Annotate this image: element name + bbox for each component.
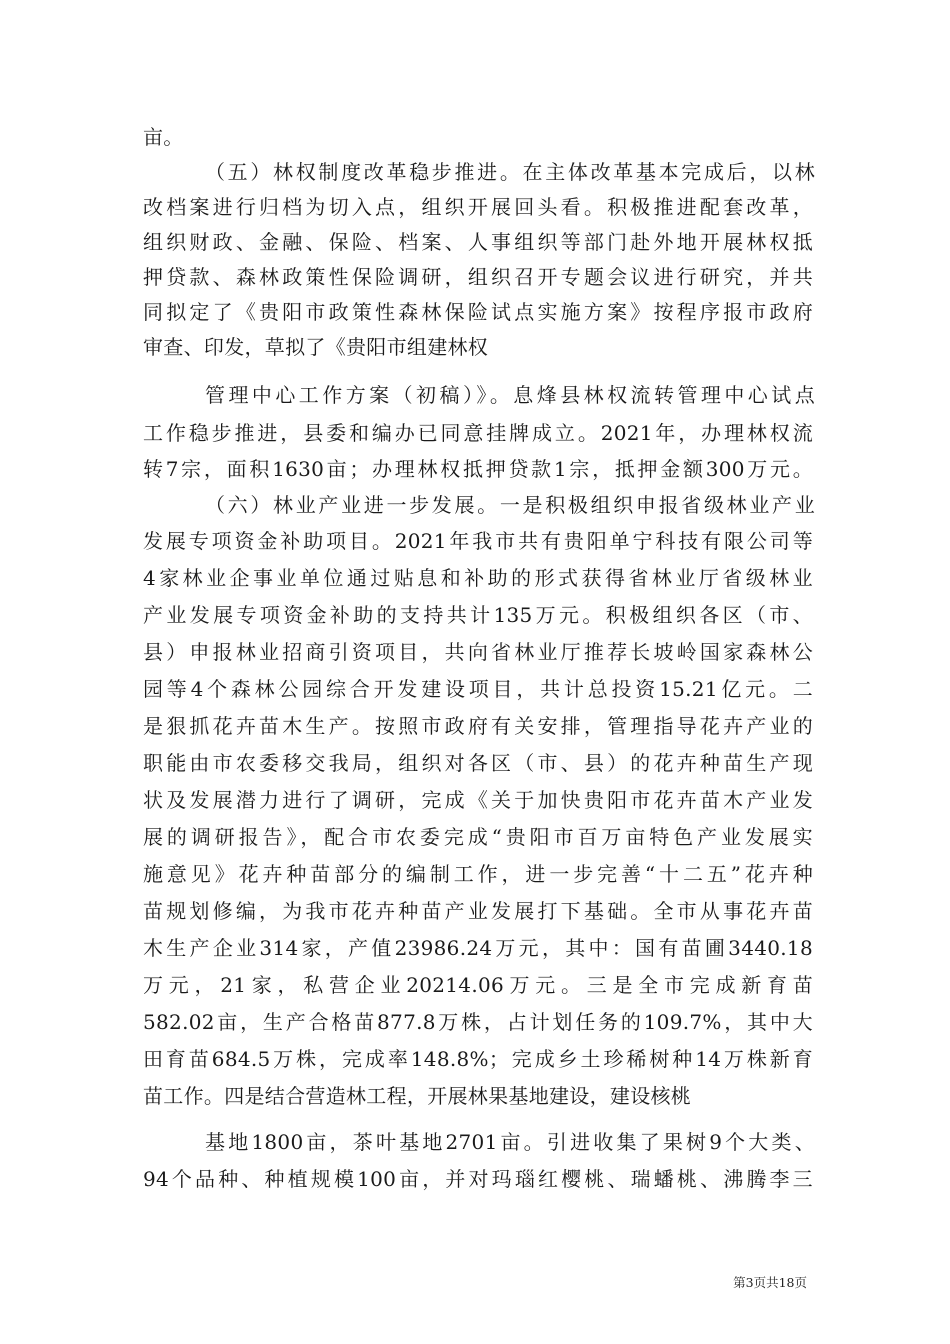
text-line: 管理中心工作方案（初稿）》。息烽县林权流转管理中心试点: [205, 383, 815, 407]
text-line: 田育苗684.5万株，完成率148.8%；完成乡土珍稀树种14万株新育: [143, 1047, 813, 1071]
text-line: 状及发展潜力进行了调研，完成《关于加快贵阳市花卉苗木产业发: [143, 788, 813, 812]
text-line: 苗工作。四是结合营造林工程，开展林果基地建设，建设核桃: [143, 1084, 692, 1108]
text-line: （五）林权制度改革稳步推进。在主体改革基本完成后，以林: [205, 160, 815, 184]
text-line: 职能由市农委移交我局，组织对各区（市、县）的花卉种苗生产现: [143, 751, 813, 775]
text-line: 4家林业企事业单位通过贴息和补助的形式获得省林业厅省级林业: [143, 566, 813, 590]
text-line: 木生产企业314家，产值23986.24万元，其中：国有苗圃3440.18: [143, 936, 813, 960]
text-line: 转7宗，面积1630亩；办理林权抵押贷款1宗，抵押金额300万元。: [143, 457, 813, 481]
text-line: 组织财政、金融、保险、档案、人事组织等部门赴外地开展林权抵: [143, 230, 813, 254]
text-line: 苗规划修编，为我市花卉种苗产业发展打下基础。全市从事花卉苗: [143, 899, 813, 923]
text-line: 展的调研报告》，配合市农委完成“贵阳市百万亩特色产业发展实: [143, 825, 813, 849]
text-line: （六）林业产业进一步发展。一是积极组织申报省级林业产业: [205, 493, 815, 517]
text-line: 同拟定了《贵阳市政策性森林保险试点实施方案》按程序报市政府: [143, 300, 813, 324]
text-line: 产业发展专项资金补助的支持共计135万元。积极组织各区（市、: [143, 603, 813, 627]
text-line: 是狠抓花卉苗木生产。按照市政府有关安排，管理指导花卉产业的: [143, 714, 813, 738]
text-line: 亩。: [143, 125, 184, 149]
text-line: 工作稳步推进，县委和编办已同意挂牌成立。2021年，办理林权流: [143, 421, 813, 445]
text-line: 审查、印发，草拟了《贵阳市组建林权: [143, 335, 489, 359]
text-line: 县）申报林业招商引资项目，共向省林业厅推荐长坡岭国家森林公: [143, 640, 813, 664]
text-line: 施意见》花卉种苗部分的编制工作，进一步完善“十二五”花卉种: [143, 862, 813, 886]
text-line: 基地1800亩，茶叶基地2701亩。引进收集了果树9个大类、: [205, 1130, 815, 1154]
text-line: 改档案进行归档为切入点，组织开展回头看。积极推进配套改革，: [143, 195, 813, 219]
page-number: 第3页共18页: [733, 1275, 807, 1290]
text-line: 582.02亩，生产合格苗877.8万株，占计划任务的109.7%，其中大: [143, 1010, 813, 1034]
text-line: 万元，21家，私营企业20214.06万元。三是全市完成新育苗: [143, 973, 813, 997]
text-line: 94个品种、种植规模100亩，并对玛瑙红樱桃、瑞蟠桃、沸腾李三: [143, 1167, 813, 1191]
text-line: 园等4个森林公园综合开发建设项目，共计总投资15.21亿元。二: [143, 677, 813, 701]
text-line: 发展专项资金补助项目。2021年我市共有贵阳单宁科技有限公司等: [143, 529, 813, 553]
text-line: 押贷款、森林政策性保险调研，组织召开专题会议进行研究，并共: [143, 265, 813, 289]
